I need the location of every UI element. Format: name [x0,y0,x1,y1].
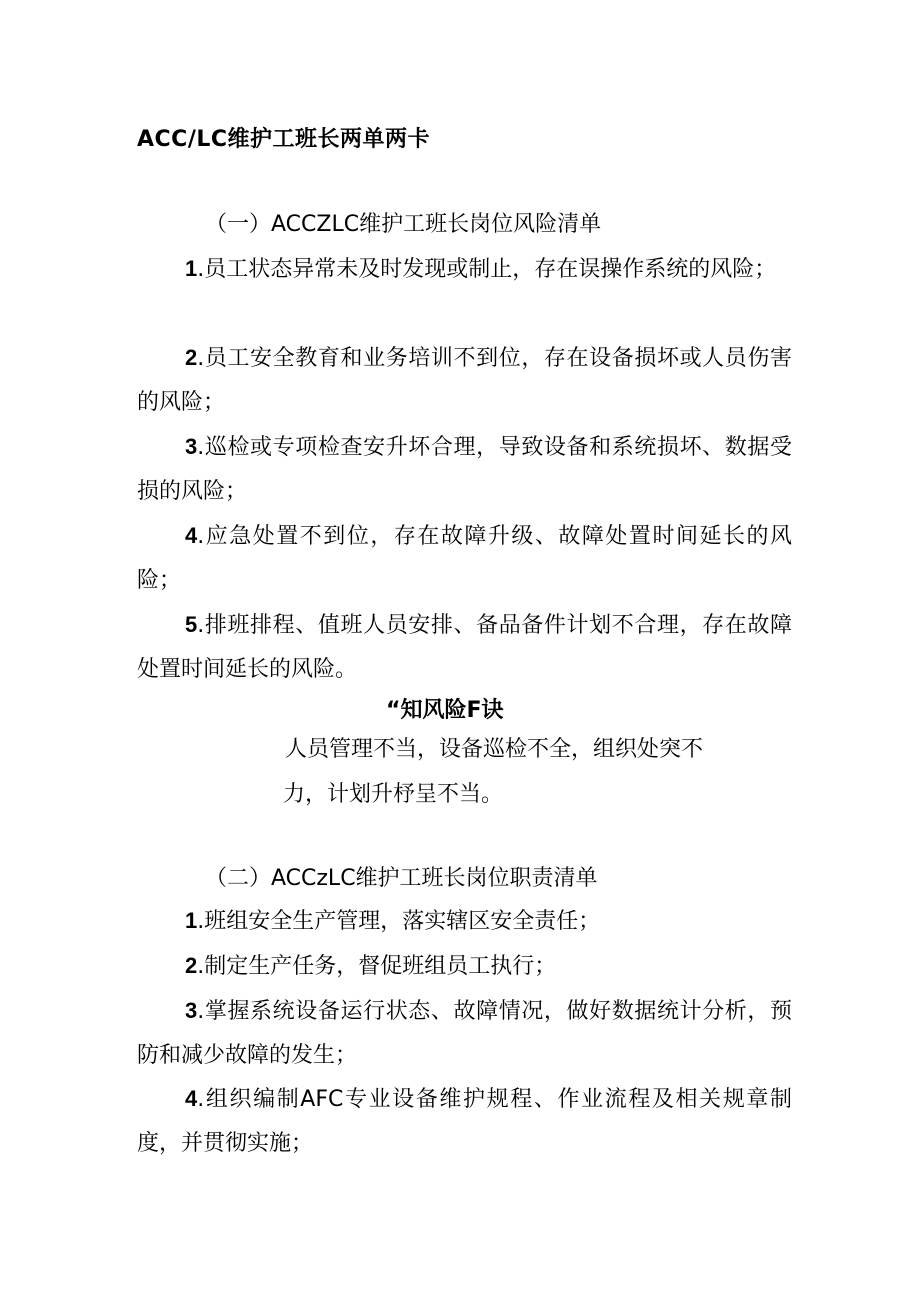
risk-mnemonic-line-1: 人员管理不当，设备巡检不全，组织处突不 [285,737,704,762]
item-number: 2 [185,345,198,370]
item-number: 1 [185,256,198,281]
item-number: 2 [185,953,198,978]
duty-item-2 [137,944,792,989]
item-text: .员工状态异常未及时发现或制止，存在误操作系统的风险； [197,257,777,282]
item-text: .制定生产任务，督促班组员工执行； [197,954,557,979]
item-number: 4 [185,523,198,548]
item-text: .员工安全教育和业务培训不到位，存在设备损坏或人员伤害的风险； [137,346,792,415]
risk-item-4 [137,514,792,603]
item-text: .排班排程、值班人员安排、备品备件计划不合理，存在故障处置时间延长的风险。 [137,613,792,682]
item-text: .班组安全生产管理，落实辖区安全责任； [197,909,601,934]
item-number: 1 [185,908,198,933]
duty-item-3 [137,989,792,1078]
section-heading-risk-list: （一）ACCZLC维护工班长岗位风险清单 [205,212,602,237]
item-text: .组织编制AFC专业设备维护规程、作业流程及相关规章制度，并贯彻实施； [137,1087,792,1156]
risk-item-1 [137,247,792,292]
section-heading-duty-list: （二）ACCzLC维护工班长岗位职责清单 [205,866,598,891]
duty-item-1 [137,899,792,944]
item-number: 5 [185,612,198,637]
document-title: ACC/LC维护工班长两单两卡 [137,127,431,152]
item-number: 3 [185,998,198,1023]
risk-item-5 [137,603,792,692]
risk-item-2 [137,336,792,425]
risk-mnemonic-title: “知风险F诀 [386,698,504,723]
item-number: 4 [185,1086,198,1111]
item-text: .应急处置不到位，存在故障升级、故障处置时间延长的风险； [137,524,792,593]
item-text: .巡检或专项检查安升坏合理，导致设备和系统损坏、数据受损的风险； [137,435,792,504]
risk-mnemonic-line-2: 力，计划升杼呈不当。 [283,782,504,807]
risk-item-3 [137,425,792,514]
item-number: 3 [185,434,198,459]
duty-item-4 [137,1077,792,1166]
item-text: .掌握系统设备运行状态、故障情况，做好数据统计分析，预防和减少故障的发生； [137,999,792,1068]
